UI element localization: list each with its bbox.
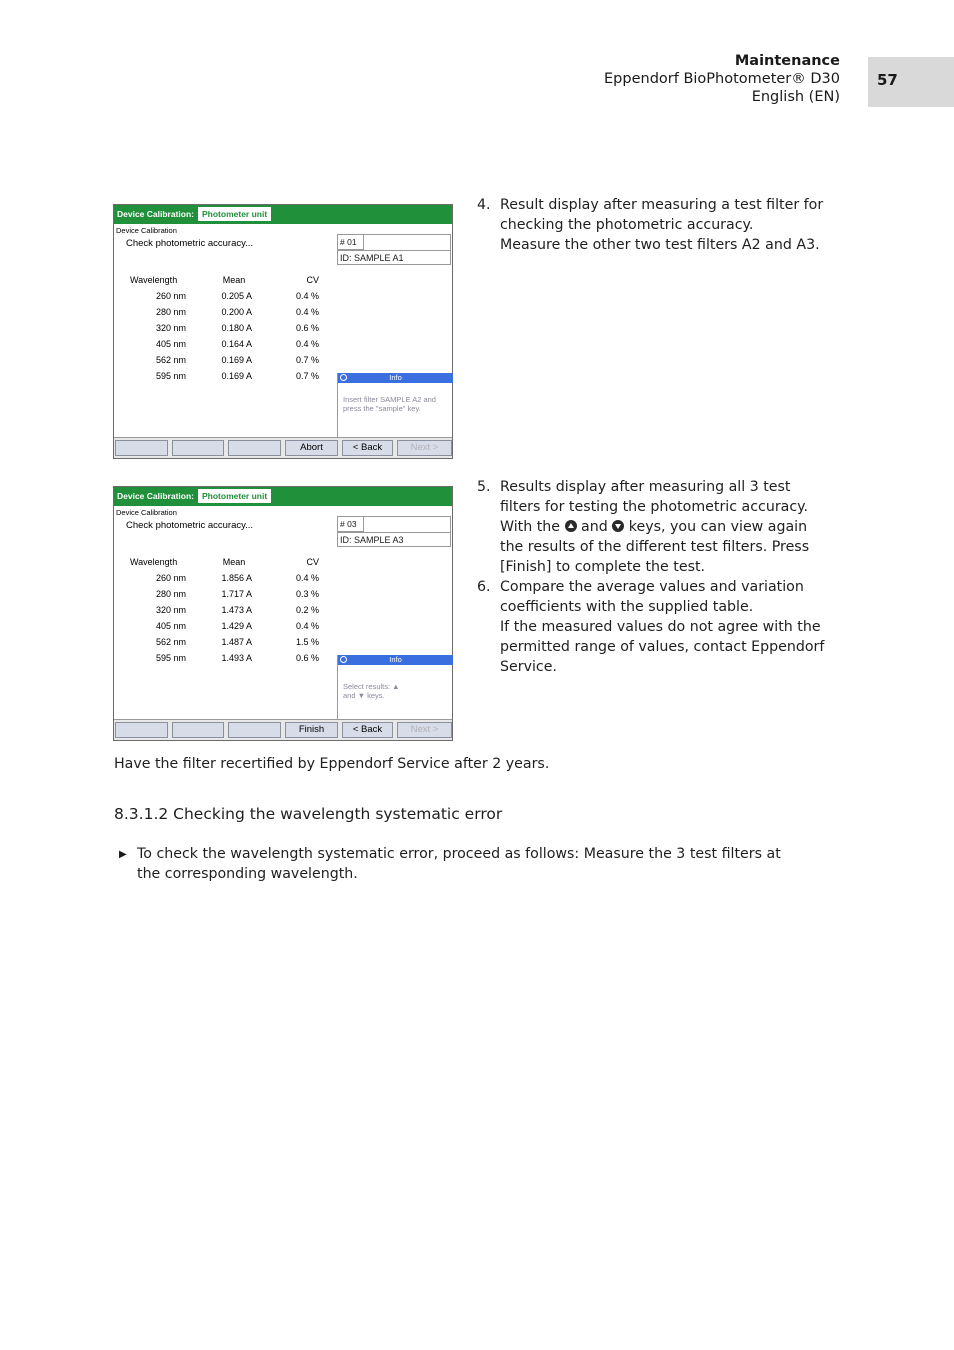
cell-mean: 1.856 A [221,573,252,583]
step-5 [477,477,832,577]
softkey-bar [114,719,452,740]
col-header-mean: Mean [222,275,246,285]
device-screen-sample-a1 [113,204,453,459]
cell-cv: 0.7 % [295,355,319,365]
sample-id-box [337,516,451,547]
cell-mean: 0.205 A [221,291,252,301]
step-4 [477,195,832,255]
step-text: Result display after measuring a test filter for checking the photometric accuracy. [500,197,824,233]
softkey-2[interactable] [172,440,224,456]
info-label: Info [389,655,402,664]
cell-wavelength: 405 nm [155,621,186,631]
step-text: Results display after measuring all 3 test filters for testing the photometric accuracy. [500,479,809,515]
cell-wavelength: 260 nm [155,291,186,301]
step-list-4 [477,195,832,255]
screen-title: Device Calibration: [117,491,194,501]
screen-prompt: Check photometric accuracy... [126,520,254,531]
cell-mean: 1.487 A [221,637,252,647]
cell-wavelength: 405 nm [155,339,186,349]
screen-subtitle: Device Calibration [116,508,177,517]
cell-cv: 0.4 % [295,573,319,583]
cell-cv: 0.6 % [295,653,319,663]
cell-wavelength: 320 nm [155,323,186,333]
sample-id: ID: SAMPLE A1 [338,250,450,265]
softkey-3[interactable] [228,722,281,738]
cell-cv: 0.7 % [295,371,319,381]
recertify-note: Have the filter recertified by Eppendorf Service after 2 years. [114,756,550,772]
screen-title-tab: Photometer unit [198,207,271,221]
cell-wavelength: 595 nm [155,371,186,381]
cell-wavelength: 562 nm [155,637,186,647]
step-number: 5. [477,479,491,495]
cell-mean: 0.169 A [221,371,252,381]
info-header [338,655,453,665]
header-section: Maintenance [734,53,840,69]
instruction-text: To check the wavelength systematic error, proceed as follows: Measure the 3 test filters at the corresponding wavelength. [137,846,781,882]
screen-title: Device Calibration: [117,209,194,219]
screen-subtitle: Device Calibration [116,226,177,235]
screen-title-bar [114,205,452,224]
cell-mean: 1.429 A [221,621,252,631]
info-label: Info [389,373,402,382]
cell-mean: 1.493 A [221,653,252,663]
cell-mean: 1.473 A [221,605,252,615]
step-number: 4. [477,197,491,213]
page-number: 57 [877,71,898,89]
header-language: English (EN) [751,89,840,105]
arrow-down-key-icon [612,520,624,532]
cell-cv: 0.3 % [295,589,319,599]
header-product: Eppendorf BioPhotometer® D30 [604,71,840,87]
triangle-bullet-icon: ▶ [119,849,127,860]
cell-wavelength: 280 nm [155,307,186,317]
cell-wavelength: 280 nm [155,589,186,599]
cell-cv: 0.4 % [295,621,319,631]
cell-wavelength: 260 nm [155,573,186,583]
next-button[interactable]: Next > [397,722,452,738]
step-text-continued: Measure the other two test filters A2 and A3. [500,237,820,253]
step-text: Compare the average values and variation coefficients with the supplied table. [500,579,804,615]
cell-mean: 1.717 A [221,589,252,599]
col-header-cv: CV [306,557,319,567]
screen-title-tab: Photometer unit [198,489,271,503]
section-heading: 8.3.1.2 Checking the wavelength systematic error [114,805,503,823]
info-text: Insert filter SAMPLE A2 and press the "sample" key. [343,395,436,413]
step-number: 6. [477,579,491,595]
cell-cv: 0.4 % [295,307,319,317]
page-number-box [868,57,954,107]
cell-mean: 0.169 A [221,355,252,365]
cell-wavelength: 562 nm [155,355,186,365]
step-text-with: With the [500,519,561,535]
cell-cv: 0.6 % [295,323,319,333]
finish-button[interactable]: Finish [285,722,338,738]
softkey-bar [114,437,452,458]
softkey-2[interactable] [172,722,224,738]
screen-title-bar [114,487,452,506]
back-button[interactable]: < Back [342,722,393,738]
back-button[interactable]: < Back [342,440,393,456]
step-text-continued [500,517,832,577]
cell-mean: 0.200 A [221,307,252,317]
col-header-mean: Mean [222,557,246,567]
cell-wavelength: 320 nm [155,605,186,615]
softkey-3[interactable] [228,440,281,456]
screen-prompt: Check photometric accuracy... [126,238,254,249]
cell-wavelength: 595 nm [155,653,186,663]
col-header-wavelength: Wavelength [130,275,178,285]
step-text-rest: keys, you can view again the results of the different test filters. Press [Finish] to complete the test. [500,519,810,575]
step-text-continued: If the measured values do not agree with the permitted range of values, contact Eppendorf Service. [500,619,825,675]
sample-number: # 01 [338,235,364,250]
cell-cv: 1.5 % [295,637,319,647]
info-panel [337,373,453,437]
abort-button[interactable]: Abort [285,440,338,456]
arrow-up-key-icon [565,520,577,532]
sample-id-box [337,234,451,265]
cell-cv: 0.2 % [295,605,319,615]
col-header-cv: CV [306,275,319,285]
info-text: Select results: ▲ and ▼ keys. [343,682,400,700]
cell-mean: 0.164 A [221,339,252,349]
step-text-and: and [581,519,608,535]
running-header [604,52,840,106]
sample-number: # 03 [338,517,364,532]
sample-id: ID: SAMPLE A3 [338,532,450,547]
step-list-5-6 [477,477,832,677]
step-6 [477,577,832,677]
softkey-1[interactable] [115,722,168,738]
info-header [338,373,453,383]
cell-mean: 0.180 A [221,323,252,333]
softkey-1[interactable] [115,440,168,456]
cell-cv: 0.4 % [295,291,319,301]
info-panel [337,655,453,719]
col-header-wavelength: Wavelength [130,557,178,567]
device-screen-sample-a3 [113,486,453,741]
cell-cv: 0.4 % [295,339,319,349]
next-button[interactable]: Next > [397,440,452,456]
